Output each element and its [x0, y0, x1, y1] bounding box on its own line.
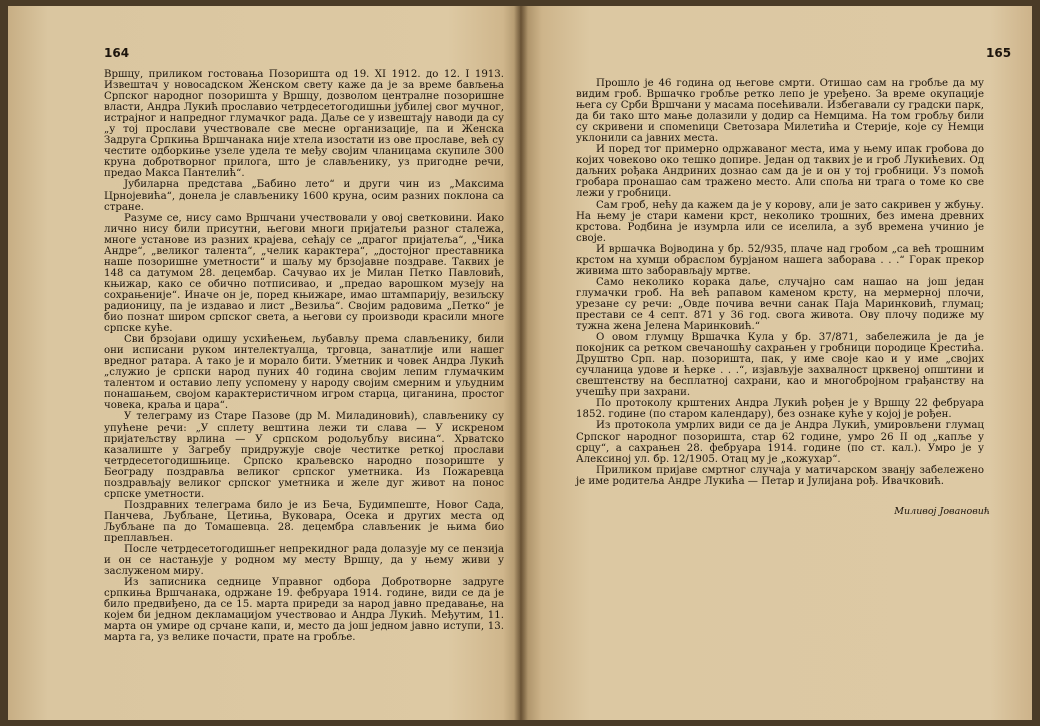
- page-number: 165: [986, 46, 1012, 60]
- left-page-text: [104, 69, 504, 643]
- paragraph: Јубиларна представа „Бабино лето“ и други чин из „Максима Црнојевића“, донела је слављенику 1600 круна, осим разних поклона са стране.: [104, 179, 504, 213]
- right-page: [520, 6, 1032, 720]
- paragraph: Сви брзојави одишу усхићењем, љубављу према слављенику, били они исписани руком интелектуалца, трговца, занатлије или нашег вредног ратара. А тако је и морало бити. Уметник и човек Андра Лукић „служио је српски народ пуних 40 година својим лепим глумачким талентом и оставио лепу успомену у народу својим смерним и уљудним понашањем, својом карактеристичном игром старца, циганина, простог човека, краља и цара“.: [104, 334, 504, 412]
- paragraph: По протоколу крштених Андра Лукић рођен је у Вршцу 22 фебруара 1852. године (по старом календару), без ознаке куће у којој је рођен.: [576, 398, 984, 421]
- paragraph: И вршачка Војводина у бр. 52/935, плаче над гробом „са већ трошним крстом на хумци обраслом бурјаном нашега заборава . . .“ Горак прекор живима што заборављају мртве.: [576, 243, 984, 277]
- paragraph: Поздравних телеграма било је из Беча, Будимпеште, Новог Сада, Панчева, Љубљане, Цетиња, Вуковара, Осека и других места од Љубљане па до Томашевца. 28. децембра слављеник је њима био преплављен.: [104, 499, 504, 544]
- paragraph: У телеграму из Старе Пазове (др М. Миладиновић), слављенику су упућене речи: „У сплету вештина лежи ти слава — У искреном пријатељству врлина — У српском родољубљу висина“. Хрватско казалиште у Загребу придружује своје честитке реткој прослави четрдесетогодишњице. Српско краљевско народно позориште у Београду поздравља великог српског уметника. Из Пожаревца поздрављају великог српског уметника и желе дуг живот на понос српске уметности.: [104, 411, 504, 500]
- paragraph: О овом глумцу Вршачка Кула у бр. 37/871, забележила је да је покојник са ретком свечаношћу сахрањен у гробници породице Крестића. Друштво Срп. нар. позоришта, пак, у име своје као и у име „својих сучланица удове и ћерке . . .“, изјављује захвалност црквеној општини и свештенству на бесплатној сахрани, као и многобројном грађанству на учешћу при захрани.: [576, 332, 984, 399]
- paragraph: Сам гроб, нећу да кажем да је у корову, али је зато сакривен у жбуњу. На њему је стари камени крст, неколико трошних, без имена древних крстова. Родбина је изумрла или се иселила, а зуб времена учинио је своје.: [576, 199, 984, 244]
- paragraph: Прошло је 46 година од његове смрти. Отишао сам на гробље да му видим гроб. Вршачко гробље ретко лепо је уређено. За време окупације њега су Срби Вршчани у масама посећивали. Избегавали су градски парк, да би тако што мање долазили у додир са Немцима. На том гробљу били су скривени и спомеnици Светозара Милетића и Стерије, које су Немци уклонили са јавних места.: [576, 78, 984, 145]
- page-number: 164: [104, 46, 130, 60]
- right-page-text: [576, 78, 984, 487]
- left-page: [8, 6, 520, 720]
- paragraph: И поред тог примерно одржаваног места, има у њему ипак гробова до којих човеково око тешко допире. Један од таквих је и гроб Лукићевих. Од даљних рођака Андриних дознао сам да је и он у тој гробници. Уз помоћ гробара пронашао сам тражено место. Али споља ни трага о томе ко све лежи у гробници.: [576, 144, 984, 200]
- paragraph: Вршцу, приликом гостовања Позоришта од 19. XI 1912. до 12. I 1913. Извештач у новосадском Женском свету каже да је за време бављења Српског народног позоришта у Вршцу, дозволом централне позоришне власти, Андра Лукић прославио четрдесетогодишњи јубилеј свог мучног, истрајног и напредног глумачког рада. Даље се у извештају наводи да су „у тој прослави учествовале све месне организације, па и Женска Задруга Српкиња Вршчанака није хтела изостати из ове прославе, већ су честите одборкиње узеле удела те међу својим чланицама скупиле 300 круна добротворног прилога, што је слављенику, уз пригодне речи, предао Макса Пантелић“.: [104, 69, 504, 180]
- paragraph: Приликом пријаве смртног случаја у матичарском званју забележено је име родитеља Андре Лукића — Петар и Јулијана рођ. Ивачковић.: [576, 464, 984, 487]
- author-signature: Миливој Јовановић: [894, 506, 990, 517]
- book-spread: [8, 6, 1032, 720]
- paragraph: Само неколико корака даље, случајно сам нашао на још један глумачки гроб. На већ рапавом каменом крсту, на мермерној плочи, урезане су речи: „Овде почива вечни санак Паја Маринковић, глумац; престави се 4 септ. 871 у 36 год. свога живота. Ову плочу подиже му тужна жена Јелена Маринковић.“: [576, 276, 984, 333]
- paragraph: Разуме се, нису само Вршчани учествовали у овој светковини. Иако лично нису били присутни, његови многи пријатељи разног сталежа, многе установе из разних крајева, сећају се „драгог пријатеља“, „Чика Андре“, „великог талента“, „челик карактера“, „достојног преставника наше позоришне уметности“ и шаљу му брзојавне поздраве. Таквих је 148 са датумом 28. децембар. Сачувао их је Милан Петко Павловић, књижар, како се обично потписивао, и „предао варошком музеју на сохрањеније“. Иначе он је, поред књижаре, имао штампарију, везиљску радионицу, па је издавао и лист „Везиља“. Својим радовима „Петко“ је био познат широм српског света, а његови су производи красили многе српске куће.: [104, 212, 504, 335]
- paragraph: После четрдесетогодишњег непрекидног рада долазује му се пензија и он се настањује у родном му месту Вршцу, да у њему живи у заслуженом миру.: [104, 544, 504, 578]
- book-gutter: [514, 6, 528, 720]
- paragraph: Из записника седнице Управног одбора Добротворне задруге српкиња Вршчанака, одржане 19. фебруара 1914. године, види се да је било предвиђено, да се 15. марта приреди за народ јавно предавање, на којем би једном декламацијом учествовао и Андра Лукић. Међутим, 11. марта он умире од срчане капи, и, место да још једном јавно иступи, 13. марта га, уз велике почасти, прате на гробље.: [104, 577, 504, 644]
- paragraph: Из протокола умрлих види се да је Андра Лукић, умировљени глумац Српског народног позоришта, стар 62 године, умро 26 II од „капље у срцу“, а сахрањен 28. фебруара 1914. године (по ст. кал.). Умро је у Алексиној ул. бр. 12/1905. Отац му је „кожухар“.: [576, 420, 984, 465]
